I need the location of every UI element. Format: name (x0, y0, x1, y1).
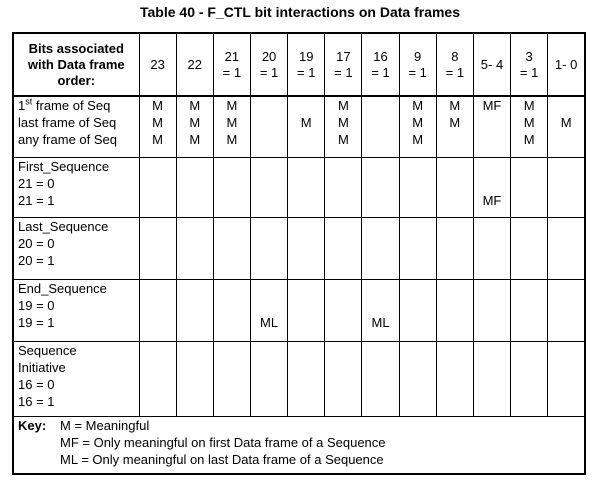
table-row (13, 218, 585, 280)
ordinal-suffix: st (25, 96, 33, 107)
table-cell (473, 342, 510, 416)
table-cell (250, 218, 287, 280)
column-header: 16 = 1 (362, 33, 399, 96)
column-header: 8 = 1 (436, 33, 473, 96)
row-header-line: 16 = 1 (18, 394, 55, 410)
row-header-line: Last_Sequence (18, 219, 109, 235)
table-cell (176, 158, 213, 218)
key-entry: M = Meaningful (60, 417, 150, 433)
key-entry: MF = Only meaningful on first Data frame of a Sequence (60, 434, 386, 450)
table-cell (176, 280, 213, 342)
column-header: 23 (139, 33, 176, 96)
row-header-line: 21 = 1 (18, 193, 55, 209)
table-cell (399, 218, 436, 280)
corner-header: Bits associated with Data frame order: (13, 33, 139, 96)
table-cell (325, 342, 362, 416)
table-cell (436, 158, 473, 218)
table-row (13, 342, 585, 416)
row-header-line: First_Sequence (18, 159, 110, 175)
column-header: 1- 0 (548, 33, 585, 96)
table-cell (250, 96, 287, 158)
table-cell: M M M (325, 96, 362, 158)
table-cell (362, 158, 399, 218)
table-cell (139, 280, 176, 342)
row-header-line: End_Sequence (18, 281, 107, 297)
table-cell (399, 158, 436, 218)
row-header (13, 218, 139, 280)
column-header: 20 = 1 (250, 33, 287, 96)
table-cell: ML (250, 280, 287, 342)
table-cell (362, 342, 399, 416)
table-cell (548, 218, 585, 280)
table-cell: M M M (176, 96, 213, 158)
table-cell (399, 280, 436, 342)
table-cell (213, 342, 250, 416)
row-header-line (18, 97, 135, 114)
table-cell (511, 218, 548, 280)
row-header (13, 158, 139, 218)
table-cell (325, 218, 362, 280)
table-cell (288, 218, 325, 280)
column-header: 17 = 1 (325, 33, 362, 96)
column-header: 21 = 1 (213, 33, 250, 96)
table-cell (250, 158, 287, 218)
row-header-line: 19 = 0 (18, 298, 55, 314)
row-header-line: 19 = 1 (18, 315, 55, 331)
table-cell (436, 218, 473, 280)
table-cell (176, 342, 213, 416)
key-label: Key: (18, 417, 47, 433)
table-cell: M M (436, 96, 473, 158)
table-cell (139, 342, 176, 416)
table-cell: MF (473, 158, 510, 218)
table-cell (213, 158, 250, 218)
table-cell (362, 218, 399, 280)
table-cell (213, 218, 250, 280)
table-cell (511, 342, 548, 416)
ordinal-number: 1 (18, 98, 26, 113)
column-header: 9 = 1 (399, 33, 436, 96)
table-row (13, 158, 585, 218)
row-header-line: Sequence (18, 343, 77, 359)
table-row (13, 96, 585, 158)
table-cell (436, 342, 473, 416)
table-cell: M (288, 96, 325, 158)
column-header: 22 (176, 33, 213, 96)
table-cell (548, 342, 585, 416)
table-cell (511, 280, 548, 342)
table-cell: M (548, 96, 585, 158)
table-cell (473, 218, 510, 280)
table-cell: M M M (213, 96, 250, 158)
table-cell: MF (473, 96, 510, 158)
table-cell (325, 158, 362, 218)
table-caption: Table 40 - F_CTL bit interactions on Data frames (140, 4, 460, 20)
table-cell (436, 280, 473, 342)
row-header-line: last frame of Seq (18, 115, 117, 130)
table-cell (325, 280, 362, 342)
table-cell (250, 342, 287, 416)
table-row (13, 280, 585, 342)
row-header (13, 342, 139, 416)
table-cell (288, 342, 325, 416)
table-cell (473, 280, 510, 342)
table-cell (139, 218, 176, 280)
table-cell (399, 342, 436, 416)
key-entry: ML = Only meaningful on last Data frame of a Sequence (60, 451, 384, 467)
table-cell (511, 158, 548, 218)
table-cell (288, 158, 325, 218)
column-header: 19 = 1 (288, 33, 325, 96)
row-header (13, 280, 139, 342)
table-cell (139, 158, 176, 218)
table-cell (176, 218, 213, 280)
table-cell (288, 280, 325, 342)
table-cell: ML (362, 280, 399, 342)
row-header-line: Initiative (18, 360, 66, 376)
column-header: 5- 4 (473, 33, 510, 96)
table-cell (548, 280, 585, 342)
row-header-line: 20 = 1 (18, 253, 55, 269)
table-cell (548, 158, 585, 218)
row-header-line: 16 = 0 (18, 377, 55, 393)
table-cell (362, 96, 399, 158)
key-row (13, 416, 585, 474)
column-header: 3 = 1 (511, 33, 548, 96)
row-header (13, 96, 139, 158)
key-cell (13, 416, 585, 474)
row-header-text: frame of Seq (35, 98, 111, 113)
row-header-line: any frame of Seq (18, 132, 117, 147)
row-header-line: 21 = 0 (18, 176, 55, 192)
table-cell: M M M (139, 96, 176, 158)
table-cell (213, 280, 250, 342)
table-cell: M M M (399, 96, 436, 158)
f-ctl-table (12, 32, 586, 475)
table-cell: M M M (511, 96, 548, 158)
header-row (13, 33, 585, 96)
row-header-line: 20 = 0 (18, 236, 55, 252)
